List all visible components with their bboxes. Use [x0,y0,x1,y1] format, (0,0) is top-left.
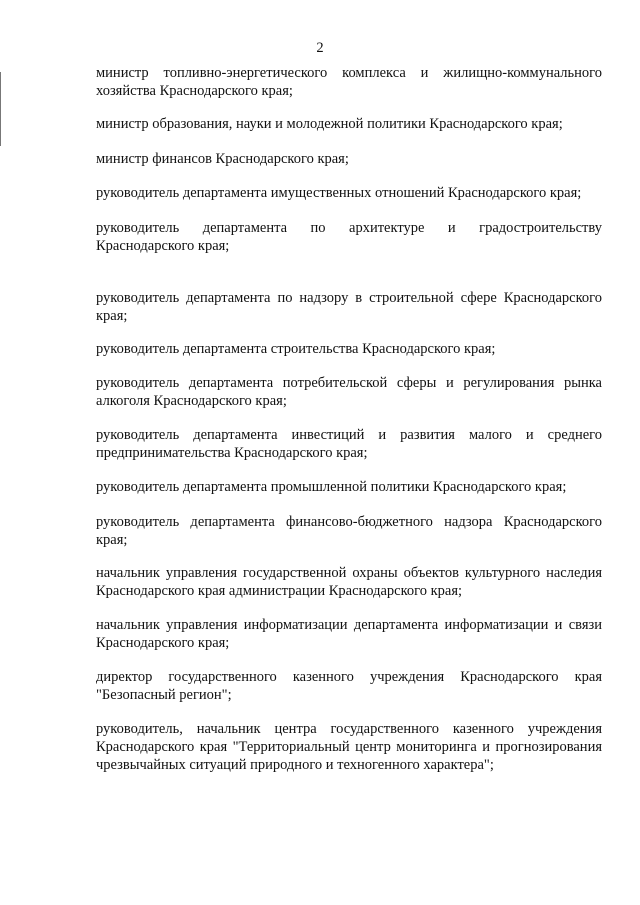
paragraph-minister-fuel-energy: министр топливно-энергетического комплекса и жилищно-коммунального хозяйства Краснодарского края; [96,65,602,99]
paragraph-construction-supervision: руководитель департамента по надзору в строительной сфере Краснодарского края; [96,290,602,324]
paragraph-monitoring-center: руководитель, начальник центра государственного казенного учреждения Краснодарского края "Территориальный центр мониторинга и прогнозирования чрезвычайных ситуаций природного и техногенного характера"; [96,721,602,773]
page-number: 2 [316,40,324,56]
paragraph-construction: руководитель департамента строительства Краснодарского края; [96,341,496,357]
paragraph-consumer-alcohol: руководитель департамента потребительской сферы и регулирования рынка алкоголя Краснодарского края; [96,375,602,409]
paragraph-minister-education: министр образования, науки и молодежной политики Краснодарского края; [96,116,563,132]
paragraph-cultural-heritage: начальник управления государственной охраны объектов культурного наследия Краснодарского края администрации Краснодарского края; [96,565,602,599]
paragraph-property-relations: руководитель департамента имущественных отношений Краснодарского края; [96,185,582,201]
paragraph-industrial-policy: руководитель департамента промышленной политики Краснодарского края; [96,479,567,495]
paragraph-architecture: руководитель департамента по архитектуре и градостроительству Краснодарского края; [96,220,602,254]
paragraph-safe-region: директор государственного казенного учреждения Краснодарского края "Безопасный регион"; [96,669,602,703]
paragraph-minister-finance: министр финансов Краснодарского края; [96,151,349,167]
paragraph-financial-budget-supervision: руководитель департамента финансово-бюджетного надзора Краснодарского края; [96,514,602,548]
margin-scan-mark [0,72,1,146]
paragraph-informatization: начальник управления информатизации департамента информатизации и связи Краснодарского края; [96,617,602,651]
paragraph-investment: руководитель департамента инвестиций и развития малого и среднего предпринимательства Краснодарского края; [96,427,602,461]
